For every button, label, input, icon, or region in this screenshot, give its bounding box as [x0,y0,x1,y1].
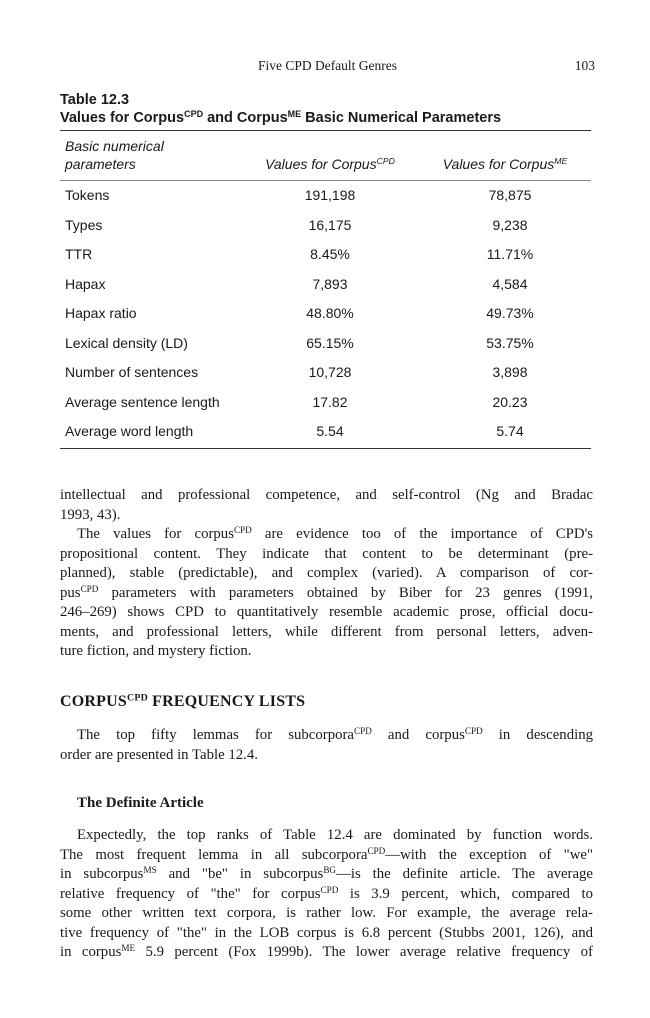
page-number: 103 [574,58,595,73]
paragraph-continuation: intellectual and professional competence, and self-control (Ng and Bradac 1993, 43). [60,487,593,523]
table-header [60,137,591,177]
table-title: Values for Corpus$^{CPD}$ and Corpus$^{ME}$ Basic Numerical Parameters [60,109,502,126]
table-label: Table 12.3 [60,92,130,108]
subsection-heading: The Definite Article [77,795,204,811]
table-row: Tokens 191,198 78,875 [65,187,532,203]
table-row: Average word length 5.54 5.74 [65,423,524,439]
paragraph-frequency-lists: The top fifty lemmas for subcorpora$^{CPD}$ and corpus$^{CPD}$ in descending order are presented in Table 12.4. [60,725,593,763]
table-header-rule [60,180,591,181]
table-row: Hapax 7,893 4,584 [65,276,528,292]
table-row: Hapax ratio 48.80% 49.73% [65,305,534,321]
paragraph-definite-article: Expectedly, the top ranks of Table 12.4 are dominated by function words. The most frequent lemma in all subcorpora$^{CPD}$—with the exception of "we" in subcorpus$^{MS}$ and "be" in subcorpus$^{BG}$—is the definite article. The average relative frequency of "the" for corpus$^{CPD}$ is 3.9 percent, which, compared to some other written text corpora, is rather low. For example, the average rela- tive frequency of "the" in the LOB corpus is 6.8 percent (Stubbs 2001, 126), and in corpus$^{ME}$ 5.9 percent (Fox 1999b). The lower average relative frequency of [60,827,593,960]
table-row: TTR 8.45% 11.71% [65,246,534,262]
header-corpus-cpd: Values for Corpus$^{CPD}$ [265,156,395,172]
running-title: Five CPD Default Genres [257,58,398,73]
table-row: Average sentence length 17.82 20.23 [65,394,528,410]
header-parameters: Basic numerical parameters [65,138,164,172]
table-row: Lexical density (LD) 65.15% 53.75% [65,335,534,351]
table-bottom-rule [60,448,591,449]
running-head [60,58,595,74]
table-row: Number of sentences 10,728 3,898 [65,364,528,380]
section-heading: $CORPUS^{CPD}$ FREQUENCY LISTS [60,692,306,710]
table-top-rule [60,130,591,131]
header-corpus-me: Values for Corpus$^{ME}$ [442,156,568,172]
table-caption [60,91,600,127]
paragraph-corpus-values: The values for corpus$^{CPD}$ are evidence too of the importance of CPD's propositional content. They indicate that content to be determinant (pre- planned), stable (predictable), and complex (varied). A comparison of cor- pus$^{CPD}$ parameters with parameters obtained by Biber for 23 genres (1991, 246–269) shows CPD to quantitatively resemble academic prose, official docu- ments, and professional letters, while different from personal letters, adven- ture fiction, and mystery fiction. [60,524,593,659]
table-row: Types 16,175 9,238 [65,217,528,233]
